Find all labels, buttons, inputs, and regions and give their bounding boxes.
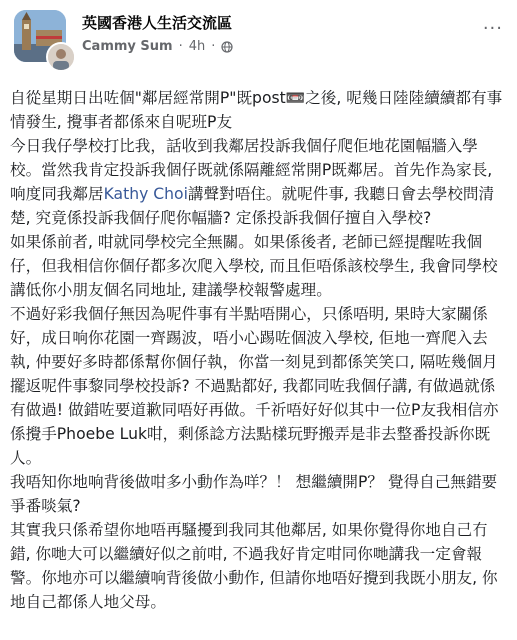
globe-icon (221, 41, 233, 53)
paragraph-text: 不過好彩我個仔無因為呢件事有半點唔開心，只係唔明, 果時大家關係好，成日响你花園一齊踢波，唔小心踢咗個波入學校, 佢地一齊爬入去執, 仲要好多時都係幫你個仔執，你當一刻見到都係笑笑口, 隔咗幾個月擺返呢件事黎同學校投訴? 不過點都好, 我都同咗我個仔講, 有做過就係有做過! 做錯咗要道歉同唔好再做。千祈唔好好似其中一位P友我相信亦係攪手Phoebe Luk咁，剩係諗方法點樣玩野搬弄是非去整番投訴你既人。 (10, 305, 499, 467)
mention-link[interactable]: Kathy Choi (103, 185, 188, 203)
post-paragraph (10, 134, 507, 230)
meta-separator-2: · (211, 39, 216, 54)
group-name[interactable]: 英國香港人生活交流區 (82, 14, 233, 32)
more-options-button[interactable]: ··· (482, 18, 503, 39)
post-body (10, 86, 507, 614)
author-name[interactable]: Cammy Sum (82, 39, 173, 54)
paragraph-text: 如果係前者, 咁就同學校完全無關。如果係後者, 老師已經提醒咗我個仔，但我相信你個仔都多次爬入學校, 而且佢唔係該校學生, 我會同學校講低你小朋友個名同地址, 建議學校報警處理。 (10, 233, 498, 299)
post-paragraph (10, 302, 507, 470)
author-avatar[interactable] (46, 42, 76, 72)
post-header (0, 0, 517, 70)
paragraph-text: 講聲對唔住。就呢件事, 我聽日會去學校問清楚, 究竟係投訴我個仔爬你幅牆? 定係投訴我個仔擅自入學校? (10, 185, 495, 227)
post-paragraph (10, 86, 507, 134)
post-paragraph (10, 470, 507, 518)
post-paragraph (10, 518, 507, 614)
paragraph-text: 我唔知你地响背後做咁多小動作為咩？！ 想繼續開P？ 覺得自己無錯要爭番啖氣? (10, 473, 498, 515)
paragraph-text: 今日我仔學校打比我，話收到我鄰居投訴我個仔爬佢地花園幅牆入學校。當然我肯定投訴我個仔既就係隔離經常開P既鄰居。首先作為家長,响度同我鄰居 (10, 137, 493, 203)
author-avatar-image (48, 44, 74, 70)
paragraph-text: 其實我只係希望你地唔再騷擾到我同其他鄰居, 如果你覺得你地自己冇錯, 你哋大可以繼續好似之前咁, 不過我好肯定咁同你哋講我一定會報警。你地亦可以繼續响背後做小動作, 但請你地唔好攪到我既小朋友, 你地自己都係人地父母。 (10, 521, 498, 611)
meta-separator: · (178, 39, 183, 54)
paragraph-text: 自從星期日出咗個"鄰居經常開P"既post📼之後, 呢幾日陸陸續續都有事情發生, 攪事者都係來自呢班P友 (10, 89, 503, 131)
post-meta (82, 39, 233, 54)
post-paragraph (10, 230, 507, 302)
post-time[interactable]: 4h (188, 39, 206, 54)
